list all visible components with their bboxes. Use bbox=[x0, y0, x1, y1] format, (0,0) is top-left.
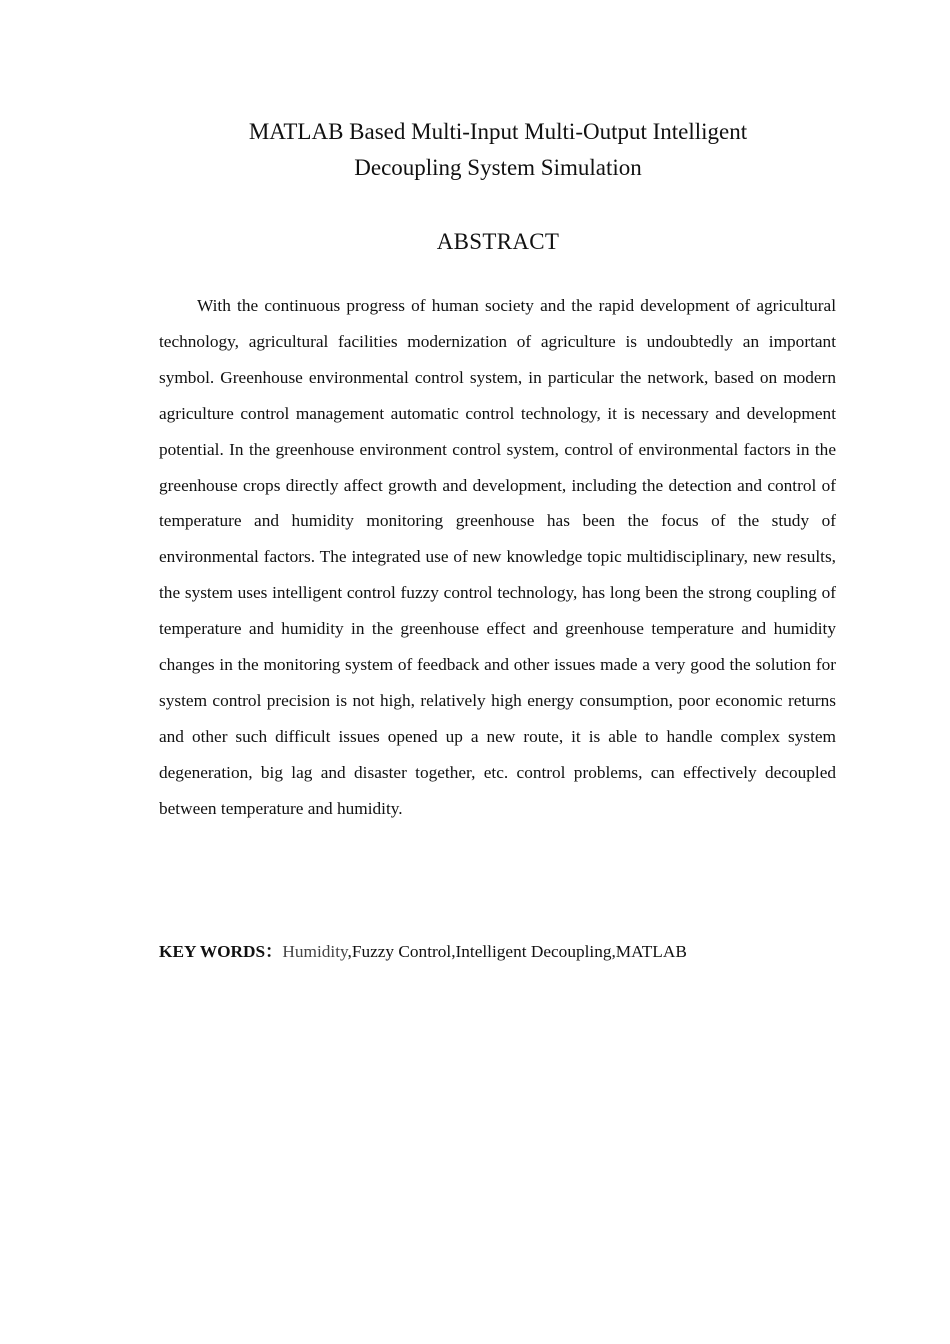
paper-title-line-2: Decoupling System Simulation bbox=[354, 155, 642, 180]
keywords-label: KEY WORDS： bbox=[159, 942, 283, 961]
paper-title-line-1: MATLAB Based Multi-Input Multi-Output Intelligent bbox=[248, 119, 748, 144]
abstract-body: With the continuous progress of human society and the rapid development of agricultural technology, agricultural facilities modernization of agriculture is undoubtedly an important symbol. Greenhouse environmental control system, in particular the network, based on modern agriculture control management automatic control technology, it is necessary and development potential. In the greenhouse environment control system, control of environmental factors in the greenhouse crops directly affect growth and development, including the detection and control of temperature and humidity monitoring greenhouse has been the focus of the study of environmental factors. The integrated use of new knowledge topic multidisciplinary, new results, the system uses intelligent control fuzzy control technology, has long been the strong coupling of temperature and humidity in the greenhouse effect and greenhouse temperature and humidity changes in the monitoring system of feedback and other issues made a very good the solution for system control precision is not high, relatively high energy consumption, poor economic returns and other such difficult issues opened up a new route, it is able to handle complex system degeneration, big lag and disaster together, etc. control problems, can effectively decoupled between temperature and humidity. bbox=[159, 296, 836, 818]
abstract-heading: ABSTRACT bbox=[436, 229, 560, 254]
keyword-humidity: Humidity bbox=[282, 942, 348, 961]
keywords-line bbox=[159, 935, 879, 969]
paper-title bbox=[0, 114, 950, 186]
keywords-rest: ,Fuzzy Control,Intelligent Decoupling,MATLAB bbox=[347, 942, 687, 961]
